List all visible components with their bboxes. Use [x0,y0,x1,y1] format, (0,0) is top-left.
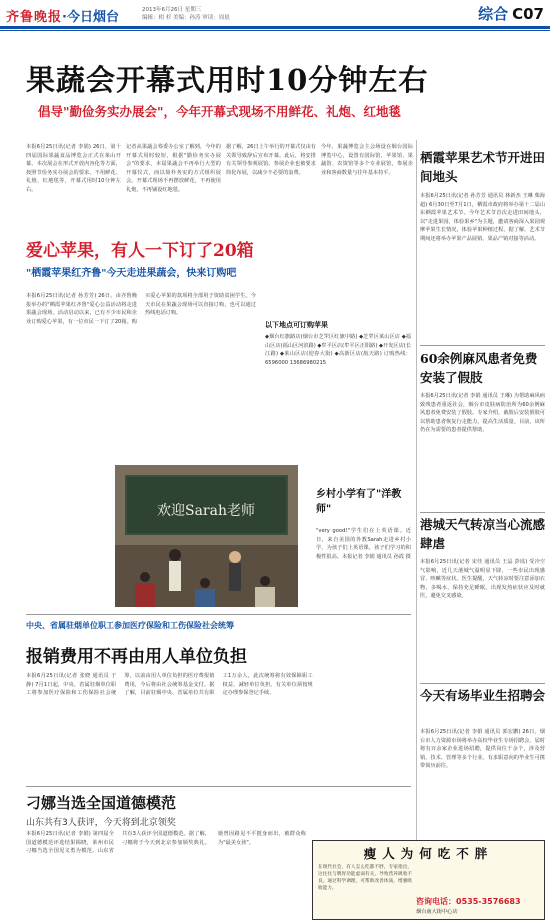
section-tag: 综合 [478,5,509,23]
mid-rule [26,614,411,615]
page-number: C07 [512,5,544,23]
diao-story-title: 刁娜当选全国道德模范 [26,794,177,812]
chalkboard-text: 欢迎Sarah老师 [157,503,255,519]
sidebar-story-4-title: 今天有场毕业生招聘会 [420,688,546,703]
paper-name: 齐鲁晚报 [6,10,63,25]
masthead [6,6,119,28]
order-points-list: ◆烟台红旗路店(烟台市芝罘区红旗中路) ◆芝罘区莱山区店 ◆福山区店(福山区河滨路) ◆牟平区店(牟平区正阳路) ◆开发区店(长江路) ◆莱山区店(迎春大街) ◆高新区店(航天路) 订购热线：6596000 13686980215 [265,334,411,366]
main-story-col-3: 据了解，26日上午举行的开幕式仅由有关领导致辞后宣布开幕。此后，将安排有关领导参观展馆。参展企业也被要求简化布展，以减少不必要的浪费。 [226,144,316,176]
lower-rule [26,786,411,787]
header-rule [0,26,550,29]
ad-body: 在现代社会，有人怎么吃都不胖，专家指出，这往往与脾胃功能虚弱有关，导致营养吸收不良。通过科学调理，可帮助改善体质，增强吸收能力。 [318,865,412,891]
section-name: ·今日烟台 [62,10,119,25]
section-badge [478,3,544,24]
main-story-col-1: 本报6月25日讯(记者 李娟) 26日，第十四届国际果蔬食品博览会正式在莱山开幕，本次展会在形式开放内容化等方面，按照节俭务实办展会的要求，不用鲜花、礼炮、红地毯等，开幕式用时10分钟左右。 [26,144,121,193]
medical-story-title: 报销费用不再由用人单位负担 [26,647,247,667]
sidebar-story-3-body: 本报6月25日讯(记者 宋佳 通讯员 王晶 彭瑶) 受冷空气影响，近几天港城气温明显下降，一些市民出现感冒、咳嗽等症状。医生提醒，天气转凉时要注意添加衣物，多喝水，保持充足睡眠，出现发热症状应及时就医，避免交叉感染。 [420,559,545,600]
ad-title: 瘦人为何吃不胖 [363,846,494,861]
sidebar-story-2-title: 60余例麻风患者免费安装了假肢 [420,351,538,385]
apple-story-body: 本报6月25日讯(记者 孙芳芳) 26日，由齐鲁晚报举办的"栖霞苹果红齐鲁"爱心公益活动将走进果蔬会现场。活动启动以来，已有不少市民和企业订购爱心苹果，有一位市民一下订了20箱。购买爱心苹果的款项将全部用于资助贫困学生。今天市民在果蔬会现场可以直接订购，也可以通过热线电话订购。 [26,293,256,325]
sidebar-rule-3 [420,683,545,684]
main-subheadline: 倡导"勤俭务实办展会"，今年开幕式现场不用鲜花、礼炮、红地毯 [38,104,402,119]
sidebar-divider [416,140,417,850]
sidebar-story-2-body: 本报6月25日讯(记者 李娟 通讯员 王琳) 为帮助麻风病致残患者重返社会，烟台市皮肤病防治所为60余例麻风患者免费安装了假肢。专家介绍，截肢后安装假肢可以帮助患者恢复行走能力，提高生活质量。目前，该所仍在为需要的患者提供帮助。 [420,393,545,434]
header-rule-thin [0,30,550,31]
ad-address: 烟台南大街中心店 [416,909,458,915]
sidebar-story-3-title: 港城天气转凉当心流感肆虐 [420,517,546,551]
editor-credits: 编辑：相 杉 美编：孙涛 审读：周晨 [142,15,230,21]
medical-story-body: 本报6月25日讯(记者 张晓 通讯员 于静) 7月1日起，中央、省属驻烟单位职工将参加医疗保险和工伤保险社会统筹，以前由用人单位负担的医疗费报销费用，今后将由社会统筹基金支付。据了解，目前驻烟中央、省属单位共有职工1万余人，此次统筹将有效保障职工权益，减轻单位负担。有关单位须按规定办理参保登记手续。 [26,673,313,697]
classroom-photo [115,465,298,607]
main-story-col-4: 今年，果蔬博览会主会场设在烟台国际博览中心，设置有国际馆、苹果馆、果蔬馆、农资馆等多个专业展馆，参展企业和客商数量与往年基本持平。 [321,144,413,176]
sidebar-story-1-title: 栖霞苹果艺术节开进田间地头 [420,150,546,184]
diao-story-body: 本报6月25日讯(记者 李娟) 第四届全国道德模范评选结果揭晓，莱州市民刁娜当选全国见义勇为模范。山东省共有3人获评全国道德模范。据了解，刁娜将于今天到北京参加颁奖典礼。她曾因路见不平挺身而出，被群众称为"最美女孩"。 [26,831,306,855]
sidebar-rule-1 [420,345,545,346]
medical-story-kicker: 中央、省属驻烟单位职工参加医疗保险和工伤保险社会统筹 [26,621,234,630]
ad-phone: 咨询电话：0535-3576683 [416,897,521,906]
main-story-col-2: 记者从果蔬会筹委办公室了解到，今年的开幕式用时较短，根据"勤俭务实办展会"的要求，本届果蔬会不再举行大型的开幕仪式，而以简朴务实的方式组织展会。开幕式现场不再摆放鲜花，不再使用礼炮，不再铺设红地毯。 [126,144,221,193]
sidebar-rule-2 [420,512,545,513]
apple-story-title: 爱心苹果，有人一下订了20箱 [26,241,254,261]
sidebar-story-4-body: 本报6月25日讯(记者 李娟 通讯员 郭宏鹏) 26日，烟台市人力资源市场将举办高校毕业生专场招聘会，届时将有百余家企业进场招聘，提供岗位千余个，涉及营销、技术、管理等多个行业。有求职意向的毕业生可携带简历前往。 [420,729,545,770]
issue-date: 2013年6月26日 星期三 [142,7,202,13]
header-meta [142,6,230,22]
apple-story-subtitle: "栖霞苹果红齐鲁"今天走进果蔬会，快来订购吧 [26,268,237,279]
main-headline: 果蔬会开幕式用时10分钟左右 [26,63,429,97]
order-points-title: 以下地点可订购苹果 [265,321,328,329]
photo-caption-body: "very good!"学生们在上英语课。近日，来自美国的外教Sarah走进乡村小学，为孩子们上英语课，孩子们学习的积极性很高。本报记者 李娟 通讯员 孙霞 摄 [316,528,411,560]
classroom-photo-art [115,465,298,607]
sidebar-story-1-body: 本报6月25日讯(记者 孙芳芳 通讯员 林新杰 王琳 柴海超) 6月30日至7月1日，栖霞市政府将举办第十二届山东栖霞苹果艺术节。今年艺术节首次走进田间地头，以"走进果园、体验果乡"为主题，邀请客商深入果园观摩苹果生长情况，体验苹果种植过程。据了解，艺术节期间还将举办苹果产品展销、果品产销对接等活动。 [420,193,545,242]
photo-caption-title: 乡村小学有了"洋教师" [316,489,402,515]
diao-story-subtitle: 山东共有3人获评，今天将到北京领奖 [26,818,176,828]
